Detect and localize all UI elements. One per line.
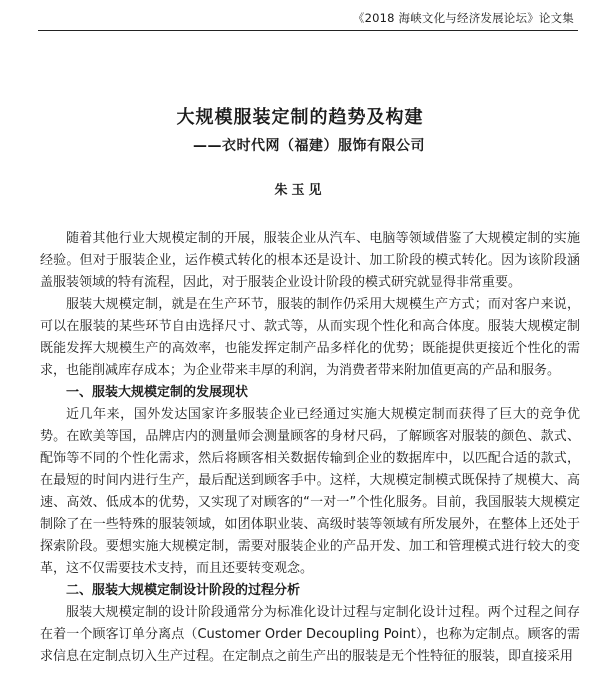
- section-heading: 一、服装大规模定制的发展现状: [66, 385, 249, 400]
- article-body: [40, 228, 580, 668]
- paragraph: 服装大规模定制，就是在生产环节，服装的制作仍采用大规模生产方式；而对客户来说，可以在服装的某些环节自由选择尺寸、款式等，从而实现个性化和高合体度。服装大规模定制既能发挥大规模生产的高效率，也能发挥定制产品多样化的优势；既能提供更接近个性化的需求，也能削减库存成本；为企业带来丰厚的利润，为消费者带来附加值更高的产品和服务。: [40, 297, 580, 378]
- paragraph: 随着其他行业大规模定制的开展，服装企业从汽车、电脑等领域借鉴了大规模定制的实施经验。但对于服装企业，运作模式转化的根本还是设计、加工阶段的模式转化。因为该阶段涵盖服装领域的特有流程，因此，对于服装企业设计阶段的模式研究就显得非常重要。: [40, 231, 580, 290]
- running-header: 《2018 海峡文化与经济发展论坛》论文集: [352, 11, 574, 25]
- article-subtitle: ——衣时代网（福建）服饰有限公司: [193, 138, 425, 154]
- article-author: 朱玉见: [274, 183, 326, 198]
- header-rule: [38, 30, 578, 31]
- article-title: 大规模服装定制的趋势及构建: [176, 107, 424, 128]
- paragraph: 服装大规模定制的设计阶段通常分为标准化设计过程与定制化设计过程。两个过程之间存在着一个顾客订单分离点（Customer Order Decoupling Point），也称为定制点。顾客的需求信息在定制点切入生产过程。在定制点之前生产出的服装是无个性特征的服装，即直接采用: [40, 605, 580, 664]
- section-heading: 二、服装大规模定制设计阶段的过程分析: [66, 583, 301, 598]
- paragraph: 近几年来，国外发达国家许多服装企业已经通过实施大规模定制而获得了巨大的竞争优势。在欧美等国，品牌店内的测量师会测量顾客的身材尺码，了解顾客对服装的颜色、款式、配饰等不同的个性化需求，然后将顾客相关数据传输到企业的数据库中，以匹配合适的款式，在最短的时间内进行生产，最后配送到顾客手中。这样，大规模定制模式既保持了规模大、高速、高效、低成本的优势，又实现了对顾客的“一对一”个性化服务。目前，我国服装大规模定制除了在一些特殊的服装领域，如团体职业装、高级时装等领域有所发展外，在整体上还处于探索阶段。要想实施大规模定制，需要对服装企业的产品开发、加工和管理模式进行较大的变革，这不仅需要技术支持，而且还要转变观念。: [40, 407, 580, 576]
